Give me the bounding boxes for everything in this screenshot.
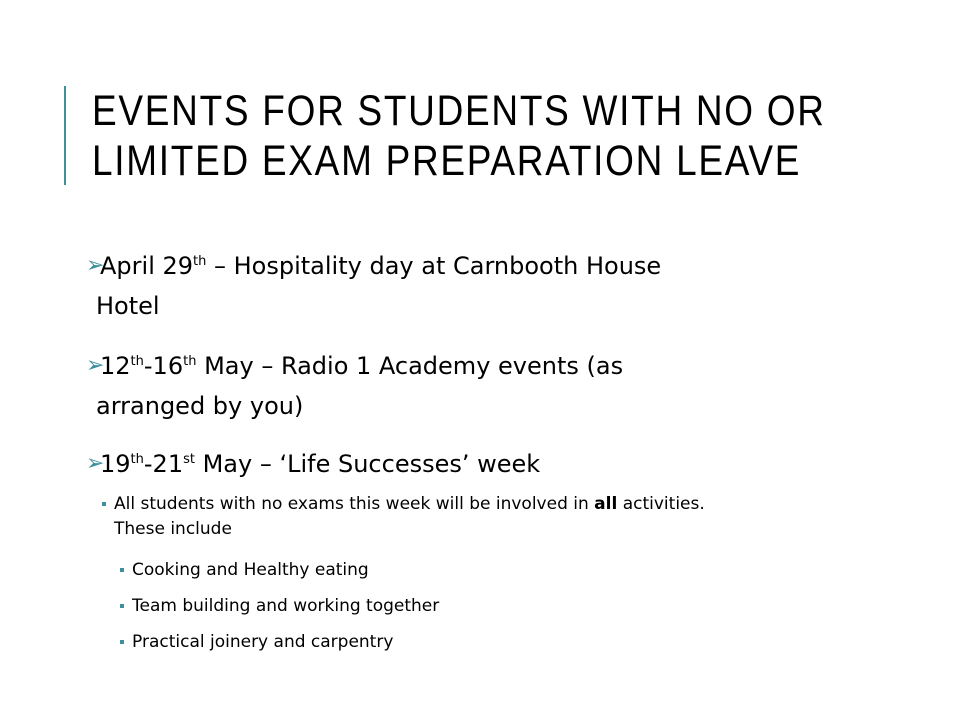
- slide-title-line-2: LIMITED EXAM PREPARATION LEAVE: [92, 137, 802, 185]
- slide-title-line-1: EVENTS FOR STUDENTS WITH NO OR: [92, 87, 826, 135]
- bullet-date-end-suffix: th: [183, 354, 197, 369]
- bullet-text: May – ‘Life Successes’ week: [194, 450, 541, 478]
- square-bullet-icon: [120, 640, 124, 644]
- activity-item-joinery: [132, 630, 832, 654]
- bullet-radio1-academy: [86, 346, 856, 426]
- bullet-date-start-suffix: th: [130, 452, 144, 467]
- arrow-bullet-icon: ➢: [86, 253, 105, 278]
- title-accent-line: [64, 86, 66, 185]
- bullet-text-line-2: arranged by you): [96, 392, 304, 420]
- arrow-bullet-icon: ➢: [86, 451, 105, 476]
- activity-label: Practical joinery and carpentry: [132, 632, 394, 652]
- sub-bullet-text-after: activities.: [617, 494, 705, 514]
- sub-bullet-all-students: [114, 492, 874, 542]
- activity-label: Team building and working together: [132, 596, 440, 616]
- bullet-date-suffix: th: [193, 254, 207, 269]
- slide-title: [92, 86, 826, 186]
- bullet-hospitality-day: [86, 246, 856, 326]
- activity-item-cooking: [132, 558, 832, 582]
- bullet-text: May – Radio 1 Academy events (as: [196, 352, 624, 380]
- bullet-date-end: -16: [143, 352, 184, 380]
- square-bullet-icon: [120, 568, 124, 572]
- square-bullet-icon: [102, 502, 106, 506]
- square-bullet-icon: [120, 604, 124, 608]
- bullet-date: April 29: [100, 252, 194, 280]
- bullet-life-successes: [86, 444, 856, 484]
- sub-bullet-bold-word: all: [594, 494, 618, 514]
- sub-bullet-text-before: All students with no exams this week will be involved in: [114, 494, 595, 514]
- bullet-date-end: -21: [143, 450, 184, 478]
- bullet-text: – Hospitality day at Carnbooth House: [206, 252, 662, 280]
- arrow-bullet-icon: ➢: [86, 353, 105, 378]
- bullet-text-line-2: Hotel: [96, 292, 160, 320]
- activity-item-team-building: [132, 594, 832, 618]
- sub-bullet-text-line-2: These include: [114, 519, 232, 539]
- activity-label: Cooking and Healthy eating: [132, 560, 369, 580]
- bullet-date-start-suffix: th: [130, 354, 144, 369]
- bullet-date-start: 12: [100, 352, 131, 380]
- bullet-date-start: 19: [100, 450, 131, 478]
- bullet-date-end-suffix: st: [183, 452, 195, 467]
